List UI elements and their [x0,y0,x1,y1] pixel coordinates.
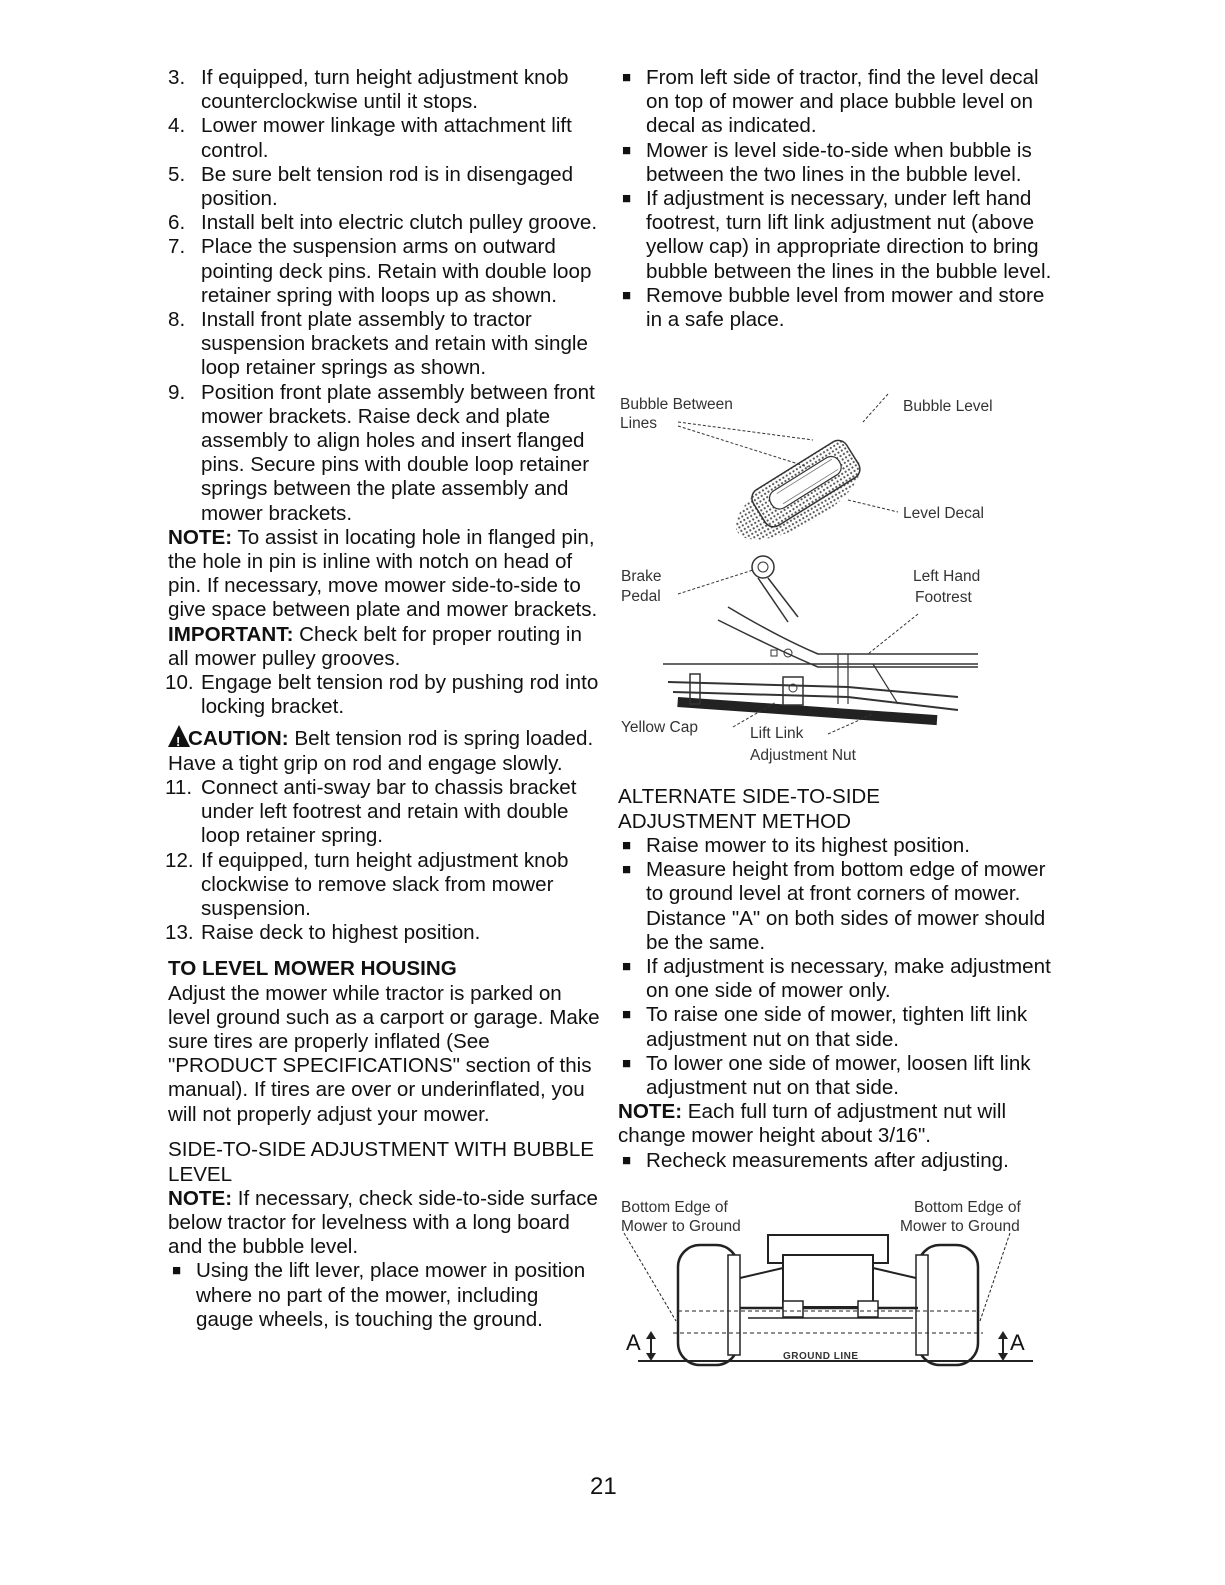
bullet-icon: ■ [172,1262,182,1280]
bullet-icon: ■ [622,837,632,854]
bullet-item: ■ From left side of tractor, find the level decal on top of mower and place bubble level on decal as indicated. [622,66,1039,138]
warning-triangle-icon [168,725,190,747]
list-item: 13. Raise deck to highest position. [165,921,481,945]
list-item: 12. If equipped, turn height adjustment knob clockwise to remove slack from mower suspension. [165,848,569,920]
list-item: 8. Install front plate assembly to tractor suspension brackets and retain with single loop retainer springs as shown. [168,308,588,380]
section-heading-level-mower: TO LEVEL MOWER HOUSING [168,957,457,981]
bullet-item: ■ Measure height from bottom edge of mower to ground level at front corners of mower. Distance "A" on both sides of mower should be the same. [622,858,1046,954]
label-bubble-between: Bubble Between [620,396,733,413]
note-paragraph: NOTE: To assist in locating hole in flanged pin, the hole in pin is inline with notch on head of pin. If necessary, move mower side-to-side to give space between plate and mower brackets. [168,525,598,622]
label-bottom-edge-right-2: Mower to Ground [900,1218,1020,1235]
list-item: 6. Install belt into electric clutch pulley groove. [168,211,598,235]
note-paragraph: NOTE: Each full turn of adjustment nut will change mower height about 3/16". [618,1100,1007,1148]
page-number: 21 [590,1473,617,1500]
bullet-icon: ■ [622,1054,632,1072]
label-bottom-edge-left-2: Mower to Ground [621,1218,741,1235]
label-footrest: Footrest [915,589,972,606]
list-item: 5. Be sure belt tension rod is in disengaged position. [168,162,574,211]
list-item: 10. Engage belt tension rod by pushing rod into locking bracket. [165,671,599,719]
bullet-item: ■ Raise mower to its highest position. [622,834,970,857]
list-item: 7. Place the suspension arms on outward pointing deck pins. Retain with double loop retainer spring with loops up as shown. [168,235,592,307]
bullet-item: ■ If adjustment is necessary, under left hand footrest, turn lift link adjustment nut (above yellow cap) in appropriate direction to bring bubble between the lines in the bubble level. [622,187,1052,283]
bullet-icon: ■ [622,1151,632,1169]
bubble-level-illustration [618,392,1058,772]
ground-line-figure [618,1193,1058,1393]
label-bottom-edge-left-1: Bottom Edge of [621,1199,728,1216]
bullet-icon: ■ [622,190,632,208]
label-adjustment-nut: Adjustment Nut [750,747,856,764]
label-a-right: A [1010,1330,1025,1355]
left-column [165,66,600,1332]
label-lift-link: Lift Link [750,725,804,742]
bullet-icon: ■ [622,141,632,159]
bubble-level-figure [618,392,1058,772]
bullet-item: ■ Recheck measurements after adjusting. [622,1148,1009,1172]
section-heading-alternate: ALTERNATE SIDE-TO-SIDE ADJUSTMENT METHOD [618,785,881,833]
label-left-hand: Left Hand [913,568,981,585]
label-bubble-level: Bubble Level [903,398,993,415]
label-brake: Brake [621,568,662,585]
label-a-left: A [626,1330,641,1355]
bullet-item: ■ Remove bubble level from mower and store in a safe place. [622,283,1045,332]
bullet-icon: ■ [622,958,632,976]
bullet-item: ■ To lower one side of mower, loosen lift link adjustment nut on that side. [622,1051,1031,1100]
list-item: 9. Position front plate assembly between front mower brackets. Raise deck and plate assembly to align holes and insert flanged pins. Secure pins with double loop retainer springs between the plate assembly and mower brackets. [168,380,595,525]
label-bottom-edge-right-1: Bottom Edge of [914,1199,1021,1216]
bullet-item: ■ If adjustment is necessary, make adjustment on one side of mower only. [622,955,1051,1003]
bullet-icon: ■ [622,69,632,86]
caution-paragraph: !CAUTION: Belt tension rod is spring loaded. Have a tight grip on rod and engage slowly. [168,725,600,775]
label-ground-line: GROUND LINE [783,1351,859,1362]
list-item: 3. If equipped, turn height adjustment knob counterclockwise until it stops. [168,66,569,114]
bullet-icon: ■ [622,861,632,879]
right-column-lower [618,784,1058,1173]
bullet-icon: ■ [622,1006,632,1024]
list-item: 11. Connect anti-sway bar to chassis bracket under left footrest and retain with double loop retainer spring. [165,775,577,848]
steps-list-a [168,66,600,526]
bullet-icon: ■ [622,286,632,304]
bullet-item: ■ Mower is level side-to-side when bubble is between the two lines in the bubble level. [622,138,1032,186]
right-column [618,66,1058,332]
label-yellow-cap: Yellow Cap [621,719,698,736]
note-paragraph: NOTE: If necessary, check side-to-side surface below tractor for levelness with a long board and the bubble level. [168,1186,598,1259]
bullet-item: ■ Using the lift lever, place mower in position where no part of the mower, including gauge wheels, is touching the ground. [172,1259,586,1331]
section-heading-side-to-side: SIDE-TO-SIDE ADJUSTMENT WITH BUBBLE LEVEL [168,1137,595,1186]
bullet-item: ■ To raise one side of mower, tighten lift link adjustment nut on that side. [622,1003,1028,1051]
list-item: 4. Lower mower linkage with attachment lift control. [168,114,572,162]
level-paragraph: Adjust the mower while tractor is parked on level ground such as a carport or garage. Make sure tires are properly inflated (See "PRODUCT SPECIFICATIONS" section of this manual). If tires are over or underinflated, you will not properly adjust your mower. [168,981,600,1126]
steps-list-b [165,775,600,945]
label-lines: Lines [620,415,658,432]
label-level-decal: Level Decal [903,505,984,522]
label-pedal: Pedal [621,588,661,605]
important-paragraph: IMPORTANT: Check belt for proper routing in all mower pulley grooves. [168,622,582,670]
